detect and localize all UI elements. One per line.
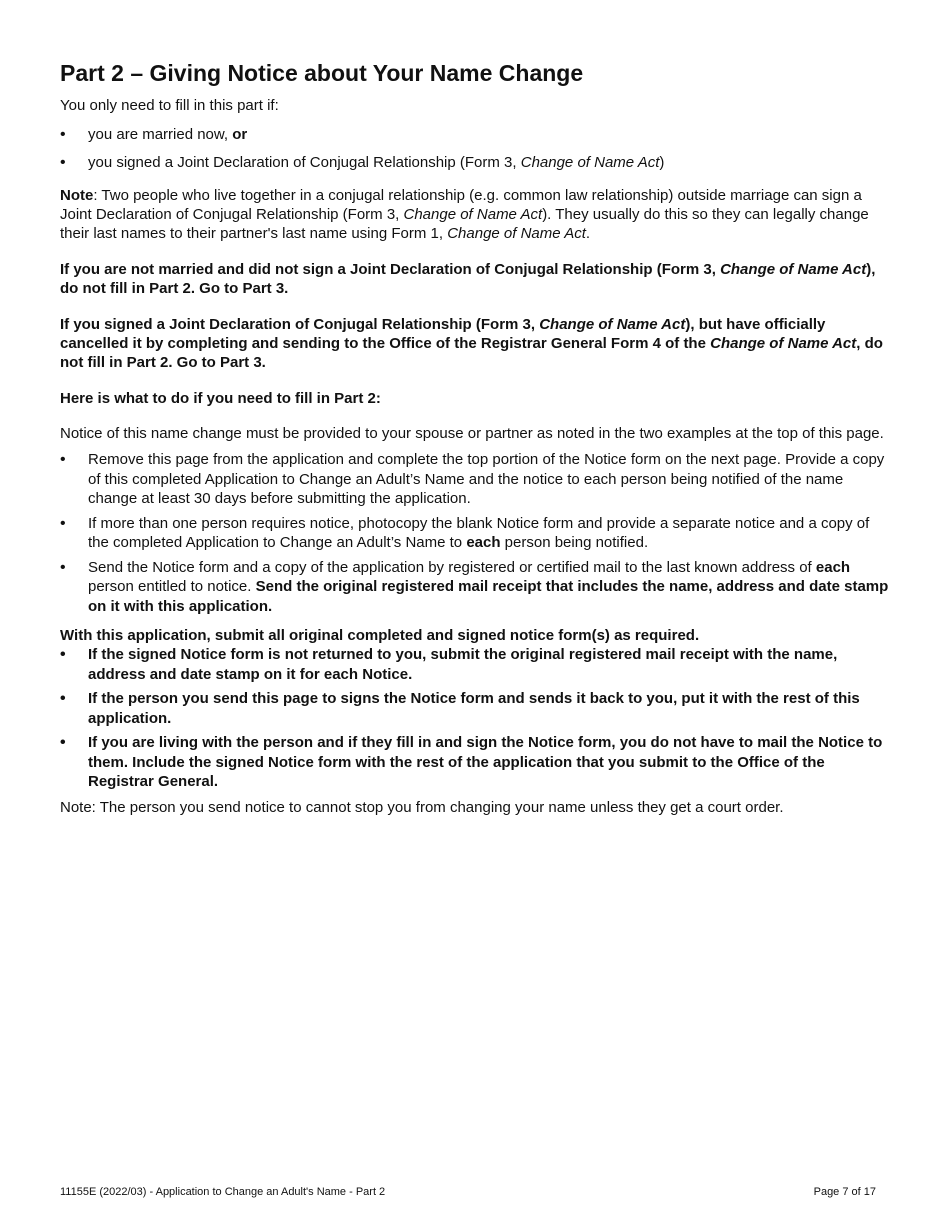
- not-married-instruction: If you are not married and did not sign a Joint Declaration of Conjugal Relationship (Form 3, Change of Name Act), do not fill in Part 2. Go to Part 3.: [60, 261, 876, 297]
- submit-list: [60, 645, 892, 792]
- final-note: Note: The person you send notice to cannot stop you from changing your name unless they get a court order.: [60, 798, 784, 816]
- intro-text: You only need to fill in this part if:: [60, 97, 279, 114]
- notice-paragraph: Notice of this name change must be provided to your spouse or partner as noted in the two examples at the top of this page.: [60, 425, 884, 442]
- section-heading: Here is what to do if you need to fill in Part 2:: [60, 390, 381, 407]
- cancelled-declaration-instruction: If you signed a Joint Declaration of Conjugal Relationship (Form 3, Change of Name Act), but have officially cancelled it by completing and sending to the Office of the Registrar General Form 4 of the Change of Name Act, do not fill in Part 2. Go to Part 3.: [60, 316, 883, 371]
- steps-list: [60, 450, 892, 616]
- document-page: [60, 58, 892, 817]
- list-item: • you signed a Joint Declaration of Conjugal Relationship (Form 3, Change of Name Act): [60, 153, 892, 173]
- list-item: • If you are living with the person and if they fill in and sign the Notice form, you do not have to mail the Notice to them. Include the signed Notice form with the rest of the application that you submit to the Office of the Registrar General.: [60, 733, 892, 792]
- list-item: • Send the Notice form and a copy of the application by registered or certified mail to the last known address of each person entitled to notice. Send the original registered mail receipt that includes the name, address and date stamp on it with this application.: [60, 558, 892, 617]
- list-item: • If the person you send this page to signs the Notice form and sends it back to you, put it with the rest of this application.: [60, 689, 892, 728]
- list-item: • If more than one person requires notice, photocopy the blank Notice form and provide a separate notice and a copy of the completed Application to Change an Adult’s Name to each person being notified.: [60, 514, 892, 553]
- footer-page-number: Page 7 of 17: [813, 1186, 876, 1198]
- list-item: • Remove this page from the application and complete the top portion of the Notice form on the next page. Provide a copy of this completed Application to Change an Adult’s Name and the notice to each person being notified of the name change at least 30 days before submitting the application.: [60, 450, 892, 509]
- conditions-list: [60, 125, 892, 172]
- list-item: • If the signed Notice form is not returned to you, submit the original registered mail receipt with the name, address and date stamp on it for each Notice.: [60, 645, 892, 684]
- list-item: • you are married now, or: [60, 125, 892, 145]
- submit-heading: With this application, submit all original completed and signed notice form(s) as required.: [60, 627, 700, 644]
- footer-form-id: 11155E (2022/03) - Application to Change an Adult's Name - Part 2: [60, 1186, 386, 1198]
- page-title: Part 2 – Giving Notice about Your Name Change: [60, 60, 584, 86]
- note-paragraph: Note: Two people who live together in a conjugal relationship (e.g. common law relationship) outside marriage can sign a Joint Declaration of Conjugal Relationship (Form 3, Change of Name Act). They usually do this so they can legally change their last names to their partner's last name using Form 1, Change of Name Act.: [60, 187, 869, 242]
